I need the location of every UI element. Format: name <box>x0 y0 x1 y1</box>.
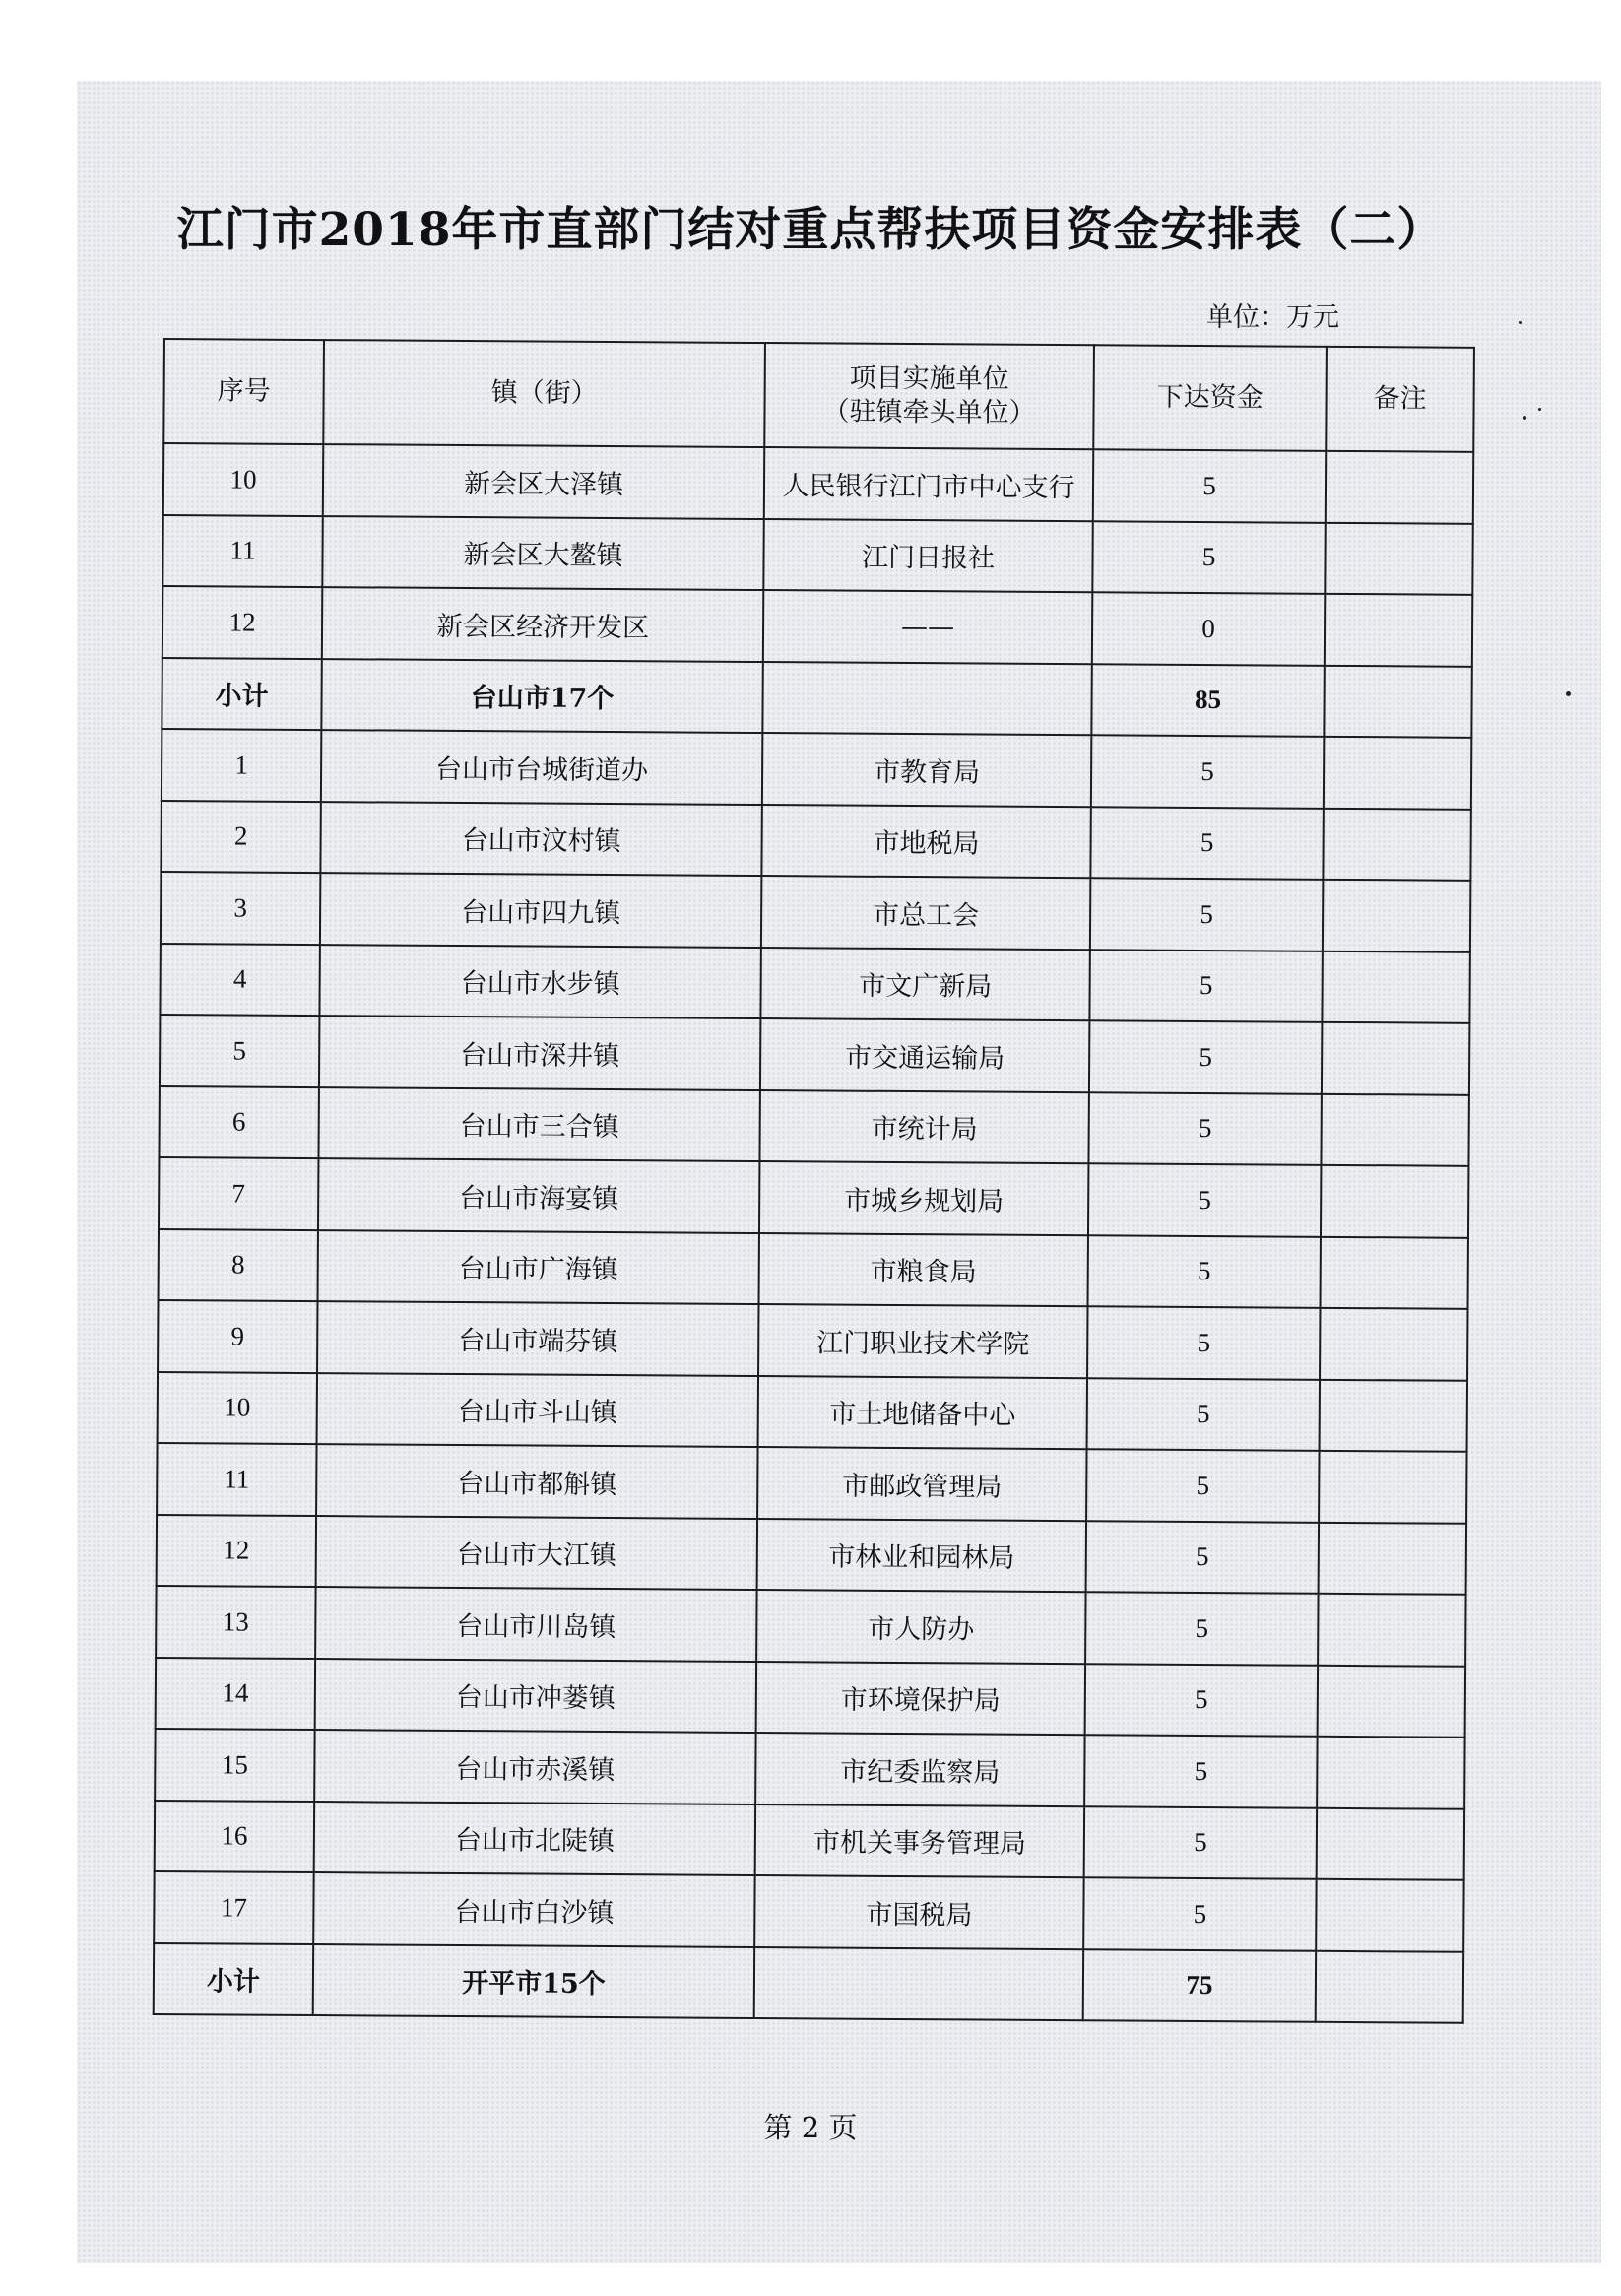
subtotal-row <box>154 1942 1463 2022</box>
cell-unit: 市邮政管理局 <box>757 1447 1086 1521</box>
cell-town: 台山市大江镇 <box>316 1516 757 1590</box>
cell-seq: 1 <box>162 729 321 802</box>
cell-seq: 小计 <box>154 1942 313 2015</box>
table-header-row <box>163 339 1474 452</box>
header-unit-line2: （驻镇牵头单位） <box>822 396 1036 428</box>
table-row <box>155 1729 1464 1808</box>
cell-unit: 市土地储备中心 <box>758 1376 1087 1450</box>
header-seq: 序号 <box>163 339 324 444</box>
cell-remark <box>1324 665 1471 737</box>
cell-town: 台山市斗山镇 <box>317 1373 758 1447</box>
cell-unit: 人民银行江门市中心支行 <box>764 447 1093 521</box>
cell-town: 台山市北陡镇 <box>314 1802 755 1875</box>
scan-speck <box>1523 416 1526 420</box>
cell-funds: 5 <box>1091 735 1324 808</box>
page-number: 第 2 页 <box>763 2111 858 2144</box>
cell-seq: 4 <box>160 943 319 1016</box>
cell-unit: 市机关事务管理局 <box>755 1804 1084 1878</box>
table-row <box>156 1657 1465 1737</box>
table-row <box>158 1371 1467 1451</box>
cell-remark <box>1319 1522 1466 1594</box>
cell-seq: 9 <box>158 1300 317 1373</box>
cell-remark <box>1317 1807 1464 1879</box>
table-row <box>157 1443 1466 1523</box>
table-row <box>156 1586 1465 1666</box>
cell-funds: 5 <box>1086 1449 1319 1522</box>
cell-funds: 5 <box>1086 1521 1319 1594</box>
cell-town: 台山市冲蒌镇 <box>315 1659 756 1733</box>
cell-town: 台山市川岛镇 <box>315 1587 756 1661</box>
cell-unit: 市林业和园林局 <box>757 1519 1086 1593</box>
cell-seq: 8 <box>159 1228 318 1301</box>
table-row <box>161 872 1470 951</box>
cell-remark <box>1321 1093 1468 1165</box>
cell-funds: 5 <box>1083 1877 1316 1950</box>
cell-town: 台山市赤溪镇 <box>314 1730 755 1804</box>
cell-town: 台山市17个 <box>321 659 762 733</box>
cell-funds: 5 <box>1087 1378 1320 1451</box>
header-unit <box>764 343 1094 449</box>
cell-seq: 6 <box>159 1085 318 1158</box>
cell-unit: 江门职业技术学院 <box>758 1304 1087 1378</box>
header-remark: 备注 <box>1326 347 1474 452</box>
scan-speck <box>1538 408 1541 411</box>
cell-unit: 市国税局 <box>754 1875 1083 1949</box>
cell-unit: 市人防办 <box>756 1590 1085 1664</box>
cell-funds: 5 <box>1087 1235 1320 1308</box>
table-row <box>155 1800 1464 1879</box>
table-row <box>162 515 1472 595</box>
cell-remark <box>1323 880 1470 951</box>
cell-unit: 江门日报社 <box>763 519 1092 593</box>
cell-funds: 5 <box>1084 1806 1317 1879</box>
cell-funds: 5 <box>1089 1020 1322 1093</box>
cell-seq: 3 <box>161 872 320 945</box>
cell-remark <box>1324 737 1471 809</box>
cell-seq: 12 <box>157 1514 316 1587</box>
cell-seq: 10 <box>163 443 323 516</box>
cell-seq: 12 <box>162 586 322 659</box>
header-funds: 下达资金 <box>1093 345 1327 451</box>
cell-seq: 14 <box>156 1657 315 1730</box>
cell-funds: 5 <box>1089 950 1322 1022</box>
cell-remark <box>1322 951 1469 1022</box>
cell-unit: 市纪委监察局 <box>755 1733 1084 1806</box>
table-row <box>162 729 1471 809</box>
cell-town: 新会区大鳌镇 <box>322 516 763 590</box>
cell-town: 台山市端芬镇 <box>317 1301 758 1375</box>
cell-seq: 11 <box>157 1443 316 1516</box>
cell-remark <box>1319 1451 1466 1523</box>
cell-remark <box>1321 1165 1468 1237</box>
cell-unit: 市环境保护局 <box>756 1662 1085 1736</box>
cell-seq: 小计 <box>162 657 321 730</box>
cell-remark <box>1317 1737 1464 1808</box>
cell-unit: 市城乡规划局 <box>759 1161 1088 1235</box>
table-row <box>161 800 1470 880</box>
subtotal-row <box>162 657 1471 737</box>
cell-remark <box>1322 1022 1469 1094</box>
page-title: 江门市2018年市直部门结对重点帮扶项目资金安排表（二） <box>176 203 1445 257</box>
cell-town: 台山市白沙镇 <box>313 1872 754 1946</box>
header-town: 镇（街） <box>323 340 765 447</box>
cell-unit: 市交通运输局 <box>760 1018 1089 1092</box>
cell-town: 台山市广海镇 <box>318 1230 759 1304</box>
cell-funds: 5 <box>1090 878 1323 951</box>
cell-remark <box>1318 1665 1465 1737</box>
table-row <box>160 943 1469 1022</box>
cell-seq: 7 <box>159 1157 318 1230</box>
header-unit-line1: 项目实施单位 <box>849 362 1009 395</box>
cell-seq: 13 <box>156 1586 315 1659</box>
cell-remark <box>1318 1594 1465 1666</box>
cell-funds: 5 <box>1085 1592 1318 1665</box>
cell-unit: 市地税局 <box>761 805 1090 879</box>
cell-funds: 75 <box>1083 1949 1316 2022</box>
cell-town: 新会区经济开发区 <box>322 587 763 661</box>
cell-seq: 16 <box>155 1800 314 1872</box>
cell-unit: —— <box>763 590 1092 664</box>
cell-remark <box>1325 522 1472 594</box>
cell-funds: 85 <box>1091 664 1324 737</box>
cell-town: 开平市15个 <box>313 1944 754 2018</box>
cell-unit <box>754 1947 1083 2021</box>
scan-speck <box>1566 691 1571 696</box>
cell-funds: 5 <box>1088 1092 1321 1165</box>
cell-seq: 11 <box>162 515 322 588</box>
cell-remark <box>1320 1308 1467 1380</box>
cell-funds: 5 <box>1084 1735 1317 1807</box>
table-row <box>157 1514 1466 1594</box>
cell-funds: 5 <box>1093 449 1326 522</box>
cell-funds: 5 <box>1088 1163 1321 1236</box>
cell-funds: 5 <box>1085 1664 1318 1737</box>
unit-label: 单位：万元 <box>1206 302 1339 333</box>
cell-unit: 市统计局 <box>759 1090 1088 1164</box>
cell-funds: 5 <box>1087 1306 1320 1379</box>
cell-town: 台山市汶村镇 <box>320 802 761 876</box>
cell-remark <box>1325 594 1472 666</box>
table-row <box>159 1228 1468 1308</box>
cell-town: 台山市三合镇 <box>318 1087 759 1161</box>
cell-seq: 15 <box>155 1729 314 1802</box>
scan-speck <box>1519 321 1522 324</box>
cell-town: 台山市深井镇 <box>319 1016 760 1089</box>
cell-remark <box>1320 1379 1467 1451</box>
cell-remark <box>1316 1879 1463 1951</box>
cell-remark <box>1323 808 1470 880</box>
cell-unit <box>762 662 1091 736</box>
table-row <box>159 1157 1468 1237</box>
cell-unit: 市总工会 <box>761 876 1090 950</box>
cell-town: 台山市台城街道办 <box>321 730 762 804</box>
table-row <box>158 1300 1467 1380</box>
cell-seq: 2 <box>161 800 320 873</box>
cell-funds: 5 <box>1092 521 1325 594</box>
cell-town: 台山市四九镇 <box>320 873 761 947</box>
table-row <box>159 1085 1468 1165</box>
cell-seq: 10 <box>158 1371 317 1444</box>
cell-remark <box>1326 451 1473 523</box>
table-row <box>154 1871 1463 1951</box>
cell-unit: 市文广新局 <box>760 948 1089 1021</box>
cell-remark <box>1320 1236 1467 1308</box>
cell-funds: 0 <box>1092 592 1325 665</box>
cell-town: 台山市水步镇 <box>319 945 760 1018</box>
table-row <box>160 1015 1469 1094</box>
cell-unit: 市粮食局 <box>759 1233 1088 1307</box>
cell-remark <box>1316 1950 1463 2022</box>
cell-town: 台山市海宴镇 <box>318 1158 759 1232</box>
table-row <box>163 443 1473 523</box>
funding-table <box>153 338 1475 2024</box>
cell-town: 台山市都斛镇 <box>316 1444 757 1518</box>
cell-town: 新会区大泽镇 <box>323 444 764 518</box>
cell-funds: 5 <box>1090 807 1323 880</box>
cell-seq: 17 <box>154 1871 313 1944</box>
cell-seq: 5 <box>160 1015 319 1087</box>
cell-unit: 市教育局 <box>762 733 1091 807</box>
table-row <box>162 586 1472 666</box>
